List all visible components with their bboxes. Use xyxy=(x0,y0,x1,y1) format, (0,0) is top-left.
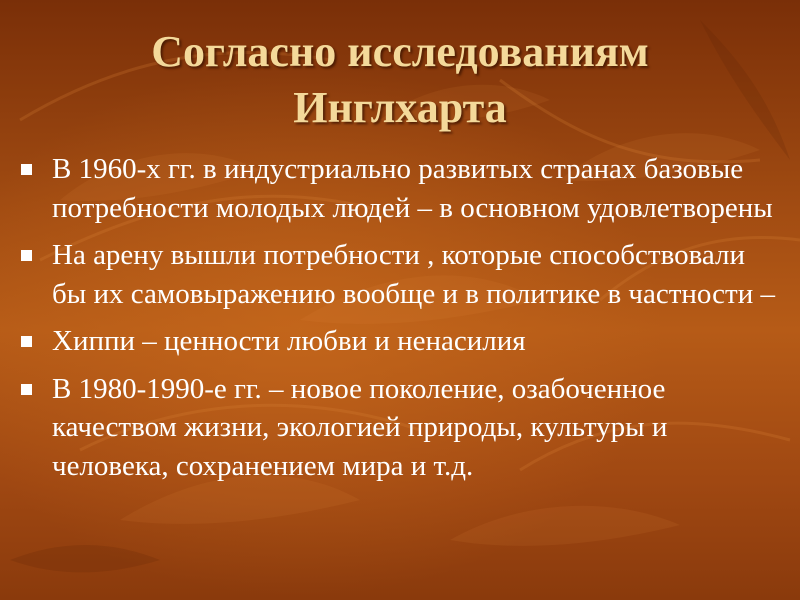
bullet-text: На арену вышли потребности , которые способствовали бы их самовыражению вообще и в политике в частности – xyxy=(52,239,775,310)
square-bullet-icon xyxy=(21,250,32,261)
slide-title xyxy=(0,24,800,136)
bullet-text: Хиппи – ценности любви и ненасилия xyxy=(52,325,526,357)
bullet-item xyxy=(18,370,778,486)
bullet-item xyxy=(18,150,778,227)
bullet-list xyxy=(18,150,778,494)
slide-title-line-2: Инглхарта xyxy=(293,83,507,132)
bullet-text: В 1960-х гг. в индустриально развитых странах базовые потребности молодых людей – в основном удовлетворены xyxy=(52,153,773,224)
bullet-text: В 1980-1990-е гг. – новое поколение, озабоченное качеством жизни, экологией природы, культуры и человека, сохранением мира и т.д. xyxy=(52,372,668,482)
square-bullet-icon xyxy=(21,164,32,175)
bullet-item xyxy=(18,322,778,361)
slide-title-line-1: Согласно исследованиям xyxy=(151,27,649,76)
bullet-item xyxy=(18,236,778,313)
square-bullet-icon xyxy=(21,384,32,395)
square-bullet-icon xyxy=(21,336,32,347)
